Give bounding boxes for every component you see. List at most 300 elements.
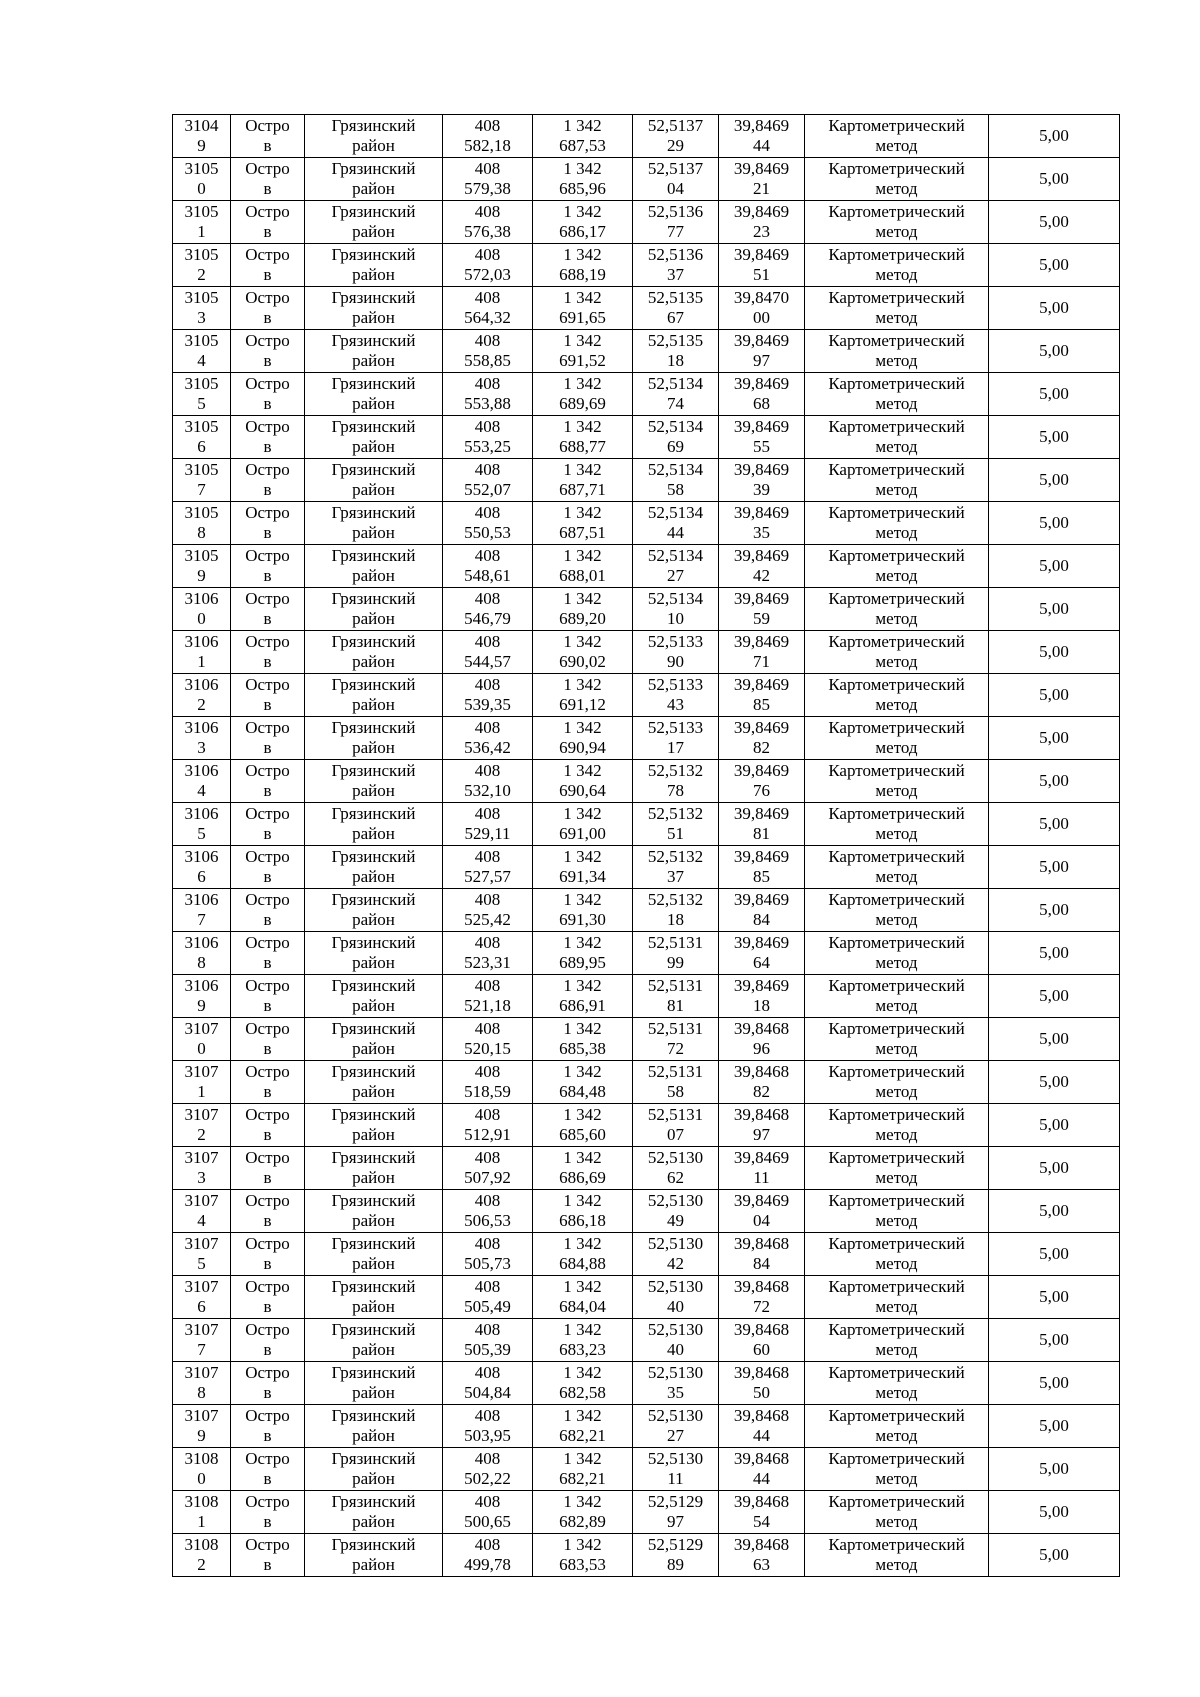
method-line: Картометрический xyxy=(828,933,965,952)
accuracy-cell: 5,00 xyxy=(989,1405,1120,1448)
method-cell xyxy=(805,674,989,717)
point-number-line: 9 xyxy=(197,996,206,1015)
latitude-cell xyxy=(633,1147,719,1190)
district-cell xyxy=(305,459,443,502)
object-type-line: Остро xyxy=(245,761,290,780)
y-coordinate-cell xyxy=(533,287,633,330)
point-number-cell xyxy=(173,975,231,1018)
table-row xyxy=(173,846,1120,889)
object-type-cell xyxy=(231,244,305,287)
object-type-line: в xyxy=(263,609,272,628)
latitude-line: 40 xyxy=(667,1340,684,1359)
longitude-line: 97 xyxy=(753,351,770,370)
district-line: район xyxy=(352,738,395,757)
longitude-line: 39,8468 xyxy=(733,1234,790,1253)
x-coordinate-cell xyxy=(443,1405,533,1448)
longitude-cell xyxy=(719,1104,805,1147)
district-line: район xyxy=(352,1512,395,1531)
table-row xyxy=(173,1405,1120,1448)
longitude-line: 04 xyxy=(753,1211,770,1230)
x-coordinate-cell xyxy=(443,201,533,244)
y-coordinate-line: 1 342 xyxy=(563,288,602,307)
latitude-line: 52,5131 xyxy=(647,976,704,995)
longitude-line: 39,8468 xyxy=(733,1019,790,1038)
x-coordinate-line: 408 xyxy=(474,1535,501,1554)
latitude-line: 37 xyxy=(667,867,684,886)
x-coordinate-line: 408 xyxy=(474,1234,501,1253)
point-number-line: 3106 xyxy=(184,761,219,780)
district-cell xyxy=(305,932,443,975)
y-coordinate-line: 1 342 xyxy=(563,1492,602,1511)
longitude-line: 39,8469 xyxy=(733,116,790,135)
table-row xyxy=(173,115,1120,158)
district-line: Грязинский xyxy=(331,1406,416,1425)
object-type-line: в xyxy=(263,437,272,456)
latitude-cell xyxy=(633,1534,719,1577)
point-number-line: 3106 xyxy=(184,675,219,694)
y-coordinate-line: 689,69 xyxy=(559,394,606,413)
longitude-line: 39,8468 xyxy=(733,1449,790,1468)
y-coordinate-cell xyxy=(533,1147,633,1190)
district-line: район xyxy=(352,652,395,671)
method-cell xyxy=(805,416,989,459)
y-coordinate-line: 684,48 xyxy=(559,1082,606,1101)
object-type-cell xyxy=(231,459,305,502)
method-cell xyxy=(805,1534,989,1577)
y-coordinate-line: 691,65 xyxy=(559,308,606,327)
point-number-line: 3105 xyxy=(184,159,219,178)
longitude-line: 54 xyxy=(753,1512,770,1531)
object-type-cell xyxy=(231,1018,305,1061)
point-number-line: 3105 xyxy=(184,417,219,436)
method-line: метод xyxy=(875,1340,918,1359)
y-coordinate-line: 691,00 xyxy=(559,824,606,843)
object-type-line: Остро xyxy=(245,1535,290,1554)
district-cell xyxy=(305,803,443,846)
object-type-line: в xyxy=(263,1555,272,1574)
method-cell xyxy=(805,1319,989,1362)
longitude-line: 60 xyxy=(753,1340,770,1359)
x-coordinate-cell xyxy=(443,373,533,416)
y-coordinate-cell xyxy=(533,201,633,244)
object-type-line: Остро xyxy=(245,804,290,823)
latitude-line: 27 xyxy=(667,1426,684,1445)
district-line: Грязинский xyxy=(331,1449,416,1468)
latitude-line: 52,5134 xyxy=(647,503,704,522)
point-number-line: 9 xyxy=(197,1426,206,1445)
table-row xyxy=(173,889,1120,932)
longitude-line: 39,8469 xyxy=(733,890,790,909)
longitude-cell xyxy=(719,1018,805,1061)
district-line: Грязинский xyxy=(331,933,416,952)
y-coordinate-cell xyxy=(533,975,633,1018)
latitude-line: 52,5135 xyxy=(647,288,704,307)
object-type-line: Остро xyxy=(245,1449,290,1468)
district-cell xyxy=(305,1319,443,1362)
latitude-line: 77 xyxy=(667,222,684,241)
longitude-line: 39,8469 xyxy=(733,503,790,522)
object-type-cell xyxy=(231,588,305,631)
object-type-cell xyxy=(231,1448,305,1491)
point-number-line: 1 xyxy=(197,222,206,241)
district-cell xyxy=(305,760,443,803)
point-number-line: 1 xyxy=(197,1512,206,1531)
point-number-cell xyxy=(173,502,231,545)
district-line: Грязинский xyxy=(331,245,416,264)
y-coordinate-cell xyxy=(533,1448,633,1491)
latitude-line: 52,5130 xyxy=(647,1363,704,1382)
district-line: район xyxy=(352,437,395,456)
latitude-cell xyxy=(633,287,719,330)
object-type-cell xyxy=(231,760,305,803)
district-line: район xyxy=(352,351,395,370)
district-cell xyxy=(305,674,443,717)
district-cell xyxy=(305,1018,443,1061)
table-row xyxy=(173,1362,1120,1405)
x-coordinate-line: 544,57 xyxy=(464,652,511,671)
table-row xyxy=(173,674,1120,717)
latitude-line: 35 xyxy=(667,1383,684,1402)
object-type-line: Остро xyxy=(245,202,290,221)
object-type-cell xyxy=(231,502,305,545)
x-coordinate-line: 408 xyxy=(474,331,501,350)
latitude-cell xyxy=(633,115,719,158)
district-line: Грязинский xyxy=(331,976,416,995)
district-cell xyxy=(305,889,443,932)
y-coordinate-cell xyxy=(533,373,633,416)
method-line: метод xyxy=(875,394,918,413)
table-row xyxy=(173,459,1120,502)
point-number-line: 4 xyxy=(197,1211,206,1230)
point-number-cell xyxy=(173,201,231,244)
point-number-line: 4 xyxy=(197,351,206,370)
point-number-line: 3107 xyxy=(184,1363,219,1382)
method-line: метод xyxy=(875,609,918,628)
table-row xyxy=(173,502,1120,545)
latitude-line: 52,5129 xyxy=(647,1535,704,1554)
x-coordinate-cell xyxy=(443,975,533,1018)
y-coordinate-line: 685,38 xyxy=(559,1039,606,1058)
point-number-line: 0 xyxy=(197,1469,206,1488)
method-cell xyxy=(805,158,989,201)
accuracy-cell: 5,00 xyxy=(989,760,1120,803)
longitude-line: 55 xyxy=(753,437,770,456)
point-number-line: 6 xyxy=(197,1297,206,1316)
object-type-line: в xyxy=(263,136,272,155)
method-line: Картометрический xyxy=(828,1105,965,1124)
x-coordinate-line: 408 xyxy=(474,761,501,780)
method-line: метод xyxy=(875,222,918,241)
table-row xyxy=(173,975,1120,1018)
district-line: район xyxy=(352,566,395,585)
longitude-line: 96 xyxy=(753,1039,770,1058)
method-line: метод xyxy=(875,953,918,972)
latitude-line: 67 xyxy=(667,308,684,327)
point-number-cell xyxy=(173,631,231,674)
x-coordinate-line: 408 xyxy=(474,675,501,694)
method-line: метод xyxy=(875,1168,918,1187)
y-coordinate-line: 689,95 xyxy=(559,953,606,972)
accuracy-cell: 5,00 xyxy=(989,459,1120,502)
point-number-line: 3107 xyxy=(184,1019,219,1038)
x-coordinate-cell xyxy=(443,502,533,545)
x-coordinate-line: 408 xyxy=(474,804,501,823)
object-type-cell xyxy=(231,1405,305,1448)
table-row xyxy=(173,1491,1120,1534)
x-coordinate-cell xyxy=(443,674,533,717)
point-number-line: 3 xyxy=(197,308,206,327)
latitude-line: 52,5130 xyxy=(647,1148,704,1167)
y-coordinate-line: 688,77 xyxy=(559,437,606,456)
latitude-line: 52,5131 xyxy=(647,933,704,952)
point-number-line: 3107 xyxy=(184,1320,219,1339)
method-line: Картометрический xyxy=(828,1320,965,1339)
longitude-cell xyxy=(719,1319,805,1362)
longitude-line: 39,8469 xyxy=(733,417,790,436)
object-type-line: в xyxy=(263,1082,272,1101)
district-cell xyxy=(305,1190,443,1233)
latitude-cell xyxy=(633,1233,719,1276)
table-row xyxy=(173,1448,1120,1491)
x-coordinate-line: 504,84 xyxy=(464,1383,511,1402)
object-type-cell xyxy=(231,287,305,330)
point-number-line: 7 xyxy=(197,480,206,499)
point-number-line: 2 xyxy=(197,1125,206,1144)
object-type-line: в xyxy=(263,781,272,800)
y-coordinate-line: 1 342 xyxy=(563,159,602,178)
point-number-cell xyxy=(173,717,231,760)
district-cell xyxy=(305,1276,443,1319)
table-row xyxy=(173,416,1120,459)
latitude-line: 52,5131 xyxy=(647,1019,704,1038)
x-coordinate-cell xyxy=(443,287,533,330)
y-coordinate-cell xyxy=(533,717,633,760)
longitude-line: 42 xyxy=(753,566,770,585)
longitude-cell xyxy=(719,1276,805,1319)
table-row xyxy=(173,244,1120,287)
latitude-line: 52,5133 xyxy=(647,675,704,694)
district-line: Грязинский xyxy=(331,718,416,737)
method-line: метод xyxy=(875,437,918,456)
y-coordinate-line: 685,60 xyxy=(559,1125,606,1144)
x-coordinate-line: 408 xyxy=(474,460,501,479)
point-number-line: 3108 xyxy=(184,1449,219,1468)
x-coordinate-line: 523,31 xyxy=(464,953,511,972)
district-cell xyxy=(305,1534,443,1577)
y-coordinate-line: 1 342 xyxy=(563,460,602,479)
method-cell xyxy=(805,502,989,545)
object-type-line: в xyxy=(263,1168,272,1187)
latitude-line: 52,5135 xyxy=(647,331,704,350)
method-cell xyxy=(805,588,989,631)
y-coordinate-line: 687,71 xyxy=(559,480,606,499)
point-number-cell xyxy=(173,674,231,717)
method-cell xyxy=(805,201,989,244)
point-number-cell xyxy=(173,1061,231,1104)
latitude-line: 18 xyxy=(667,910,684,929)
longitude-cell xyxy=(719,1491,805,1534)
y-coordinate-line: 1 342 xyxy=(563,1320,602,1339)
district-line: Грязинский xyxy=(331,1191,416,1210)
x-coordinate-line: 521,18 xyxy=(464,996,511,1015)
object-type-line: Остро xyxy=(245,1406,290,1425)
table-row xyxy=(173,1534,1120,1577)
x-coordinate-line: 408 xyxy=(474,116,501,135)
longitude-line: 84 xyxy=(753,910,770,929)
point-number-line: 0 xyxy=(197,609,206,628)
x-coordinate-line: 532,10 xyxy=(464,781,511,800)
point-number-cell xyxy=(173,1491,231,1534)
y-coordinate-line: 1 342 xyxy=(563,1191,602,1210)
accuracy-cell: 5,00 xyxy=(989,287,1120,330)
x-coordinate-cell xyxy=(443,1104,533,1147)
longitude-line: 51 xyxy=(753,265,770,284)
point-number-line: 3106 xyxy=(184,847,219,866)
x-coordinate-cell xyxy=(443,1491,533,1534)
latitude-cell xyxy=(633,1491,719,1534)
y-coordinate-line: 1 342 xyxy=(563,1105,602,1124)
table-row xyxy=(173,588,1120,631)
accuracy-cell: 5,00 xyxy=(989,1018,1120,1061)
method-cell xyxy=(805,1147,989,1190)
point-number-line: 3106 xyxy=(184,933,219,952)
y-coordinate-line: 691,12 xyxy=(559,695,606,714)
point-number-line: 3106 xyxy=(184,976,219,995)
method-line: Картометрический xyxy=(828,288,965,307)
longitude-line: 39,8469 xyxy=(733,804,790,823)
object-type-line: в xyxy=(263,867,272,886)
y-coordinate-cell xyxy=(533,1534,633,1577)
object-type-cell xyxy=(231,889,305,932)
longitude-line: 39,8468 xyxy=(733,1062,790,1081)
x-coordinate-line: 408 xyxy=(474,202,501,221)
x-coordinate-line: 408 xyxy=(474,589,501,608)
y-coordinate-line: 1 342 xyxy=(563,675,602,694)
x-coordinate-line: 536,42 xyxy=(464,738,511,757)
method-cell xyxy=(805,115,989,158)
y-coordinate-line: 1 342 xyxy=(563,933,602,952)
object-type-line: Остро xyxy=(245,675,290,694)
longitude-line: 59 xyxy=(753,609,770,628)
method-line: метод xyxy=(875,996,918,1015)
method-line: метод xyxy=(875,1211,918,1230)
latitude-cell xyxy=(633,1190,719,1233)
x-coordinate-cell xyxy=(443,631,533,674)
x-coordinate-cell xyxy=(443,717,533,760)
method-cell xyxy=(805,459,989,502)
method-cell xyxy=(805,287,989,330)
method-line: Картометрический xyxy=(828,417,965,436)
method-line: Картометрический xyxy=(828,116,965,135)
point-number-cell xyxy=(173,1319,231,1362)
table-row xyxy=(173,287,1120,330)
object-type-cell xyxy=(231,373,305,416)
object-type-line: Остро xyxy=(245,159,290,178)
object-type-line: Остро xyxy=(245,245,290,264)
object-type-cell xyxy=(231,1362,305,1405)
x-coordinate-cell xyxy=(443,889,533,932)
district-line: район xyxy=(352,609,395,628)
y-coordinate-cell xyxy=(533,889,633,932)
x-coordinate-line: 408 xyxy=(474,1105,501,1124)
latitude-line: 69 xyxy=(667,437,684,456)
district-line: Грязинский xyxy=(331,847,416,866)
y-coordinate-line: 683,53 xyxy=(559,1555,606,1574)
table-row xyxy=(173,158,1120,201)
point-number-cell xyxy=(173,373,231,416)
y-coordinate-line: 1 342 xyxy=(563,546,602,565)
district-line: Грязинский xyxy=(331,116,416,135)
object-type-line: Остро xyxy=(245,1105,290,1124)
x-coordinate-cell xyxy=(443,1362,533,1405)
latitude-line: 29 xyxy=(667,136,684,155)
x-coordinate-cell xyxy=(443,588,533,631)
method-cell xyxy=(805,803,989,846)
point-number-cell xyxy=(173,1104,231,1147)
accuracy-cell: 5,00 xyxy=(989,1147,1120,1190)
x-coordinate-cell xyxy=(443,1147,533,1190)
method-line: метод xyxy=(875,1125,918,1144)
district-line: Грязинский xyxy=(331,503,416,522)
table-row xyxy=(173,330,1120,373)
longitude-line: 82 xyxy=(753,1082,770,1101)
point-number-cell xyxy=(173,1018,231,1061)
table-row xyxy=(173,631,1120,674)
y-coordinate-line: 686,17 xyxy=(559,222,606,241)
longitude-cell xyxy=(719,502,805,545)
longitude-line: 39,8470 xyxy=(733,288,790,307)
object-type-line: Остро xyxy=(245,933,290,952)
longitude-cell xyxy=(719,717,805,760)
latitude-line: 51 xyxy=(667,824,684,843)
object-type-line: в xyxy=(263,394,272,413)
y-coordinate-cell xyxy=(533,1233,633,1276)
latitude-cell xyxy=(633,1018,719,1061)
district-line: район xyxy=(352,222,395,241)
point-number-line: 7 xyxy=(197,910,206,929)
district-line: район xyxy=(352,136,395,155)
accuracy-cell: 5,00 xyxy=(989,1233,1120,1276)
district-line: район xyxy=(352,179,395,198)
latitude-line: 52,5131 xyxy=(647,1062,704,1081)
x-coordinate-line: 576,38 xyxy=(464,222,511,241)
latitude-line: 52,5130 xyxy=(647,1191,704,1210)
method-line: метод xyxy=(875,480,918,499)
district-line: Грязинский xyxy=(331,1363,416,1382)
district-line: район xyxy=(352,1383,395,1402)
latitude-line: 52,5136 xyxy=(647,202,704,221)
method-line: Картометрический xyxy=(828,202,965,221)
point-number-line: 3107 xyxy=(184,1105,219,1124)
x-coordinate-line: 558,85 xyxy=(464,351,511,370)
longitude-cell xyxy=(719,1362,805,1405)
longitude-cell xyxy=(719,760,805,803)
accuracy-cell: 5,00 xyxy=(989,115,1120,158)
latitude-line: 52,5132 xyxy=(647,804,704,823)
point-number-line: 4 xyxy=(197,781,206,800)
district-cell xyxy=(305,588,443,631)
y-coordinate-line: 686,18 xyxy=(559,1211,606,1230)
longitude-line: 85 xyxy=(753,867,770,886)
x-coordinate-line: 408 xyxy=(474,1191,501,1210)
latitude-cell xyxy=(633,717,719,760)
district-line: Грязинский xyxy=(331,632,416,651)
accuracy-cell: 5,00 xyxy=(989,201,1120,244)
y-coordinate-line: 1 342 xyxy=(563,1277,602,1296)
latitude-line: 90 xyxy=(667,652,684,671)
longitude-line: 39,8469 xyxy=(733,331,790,350)
accuracy-cell: 5,00 xyxy=(989,1190,1120,1233)
